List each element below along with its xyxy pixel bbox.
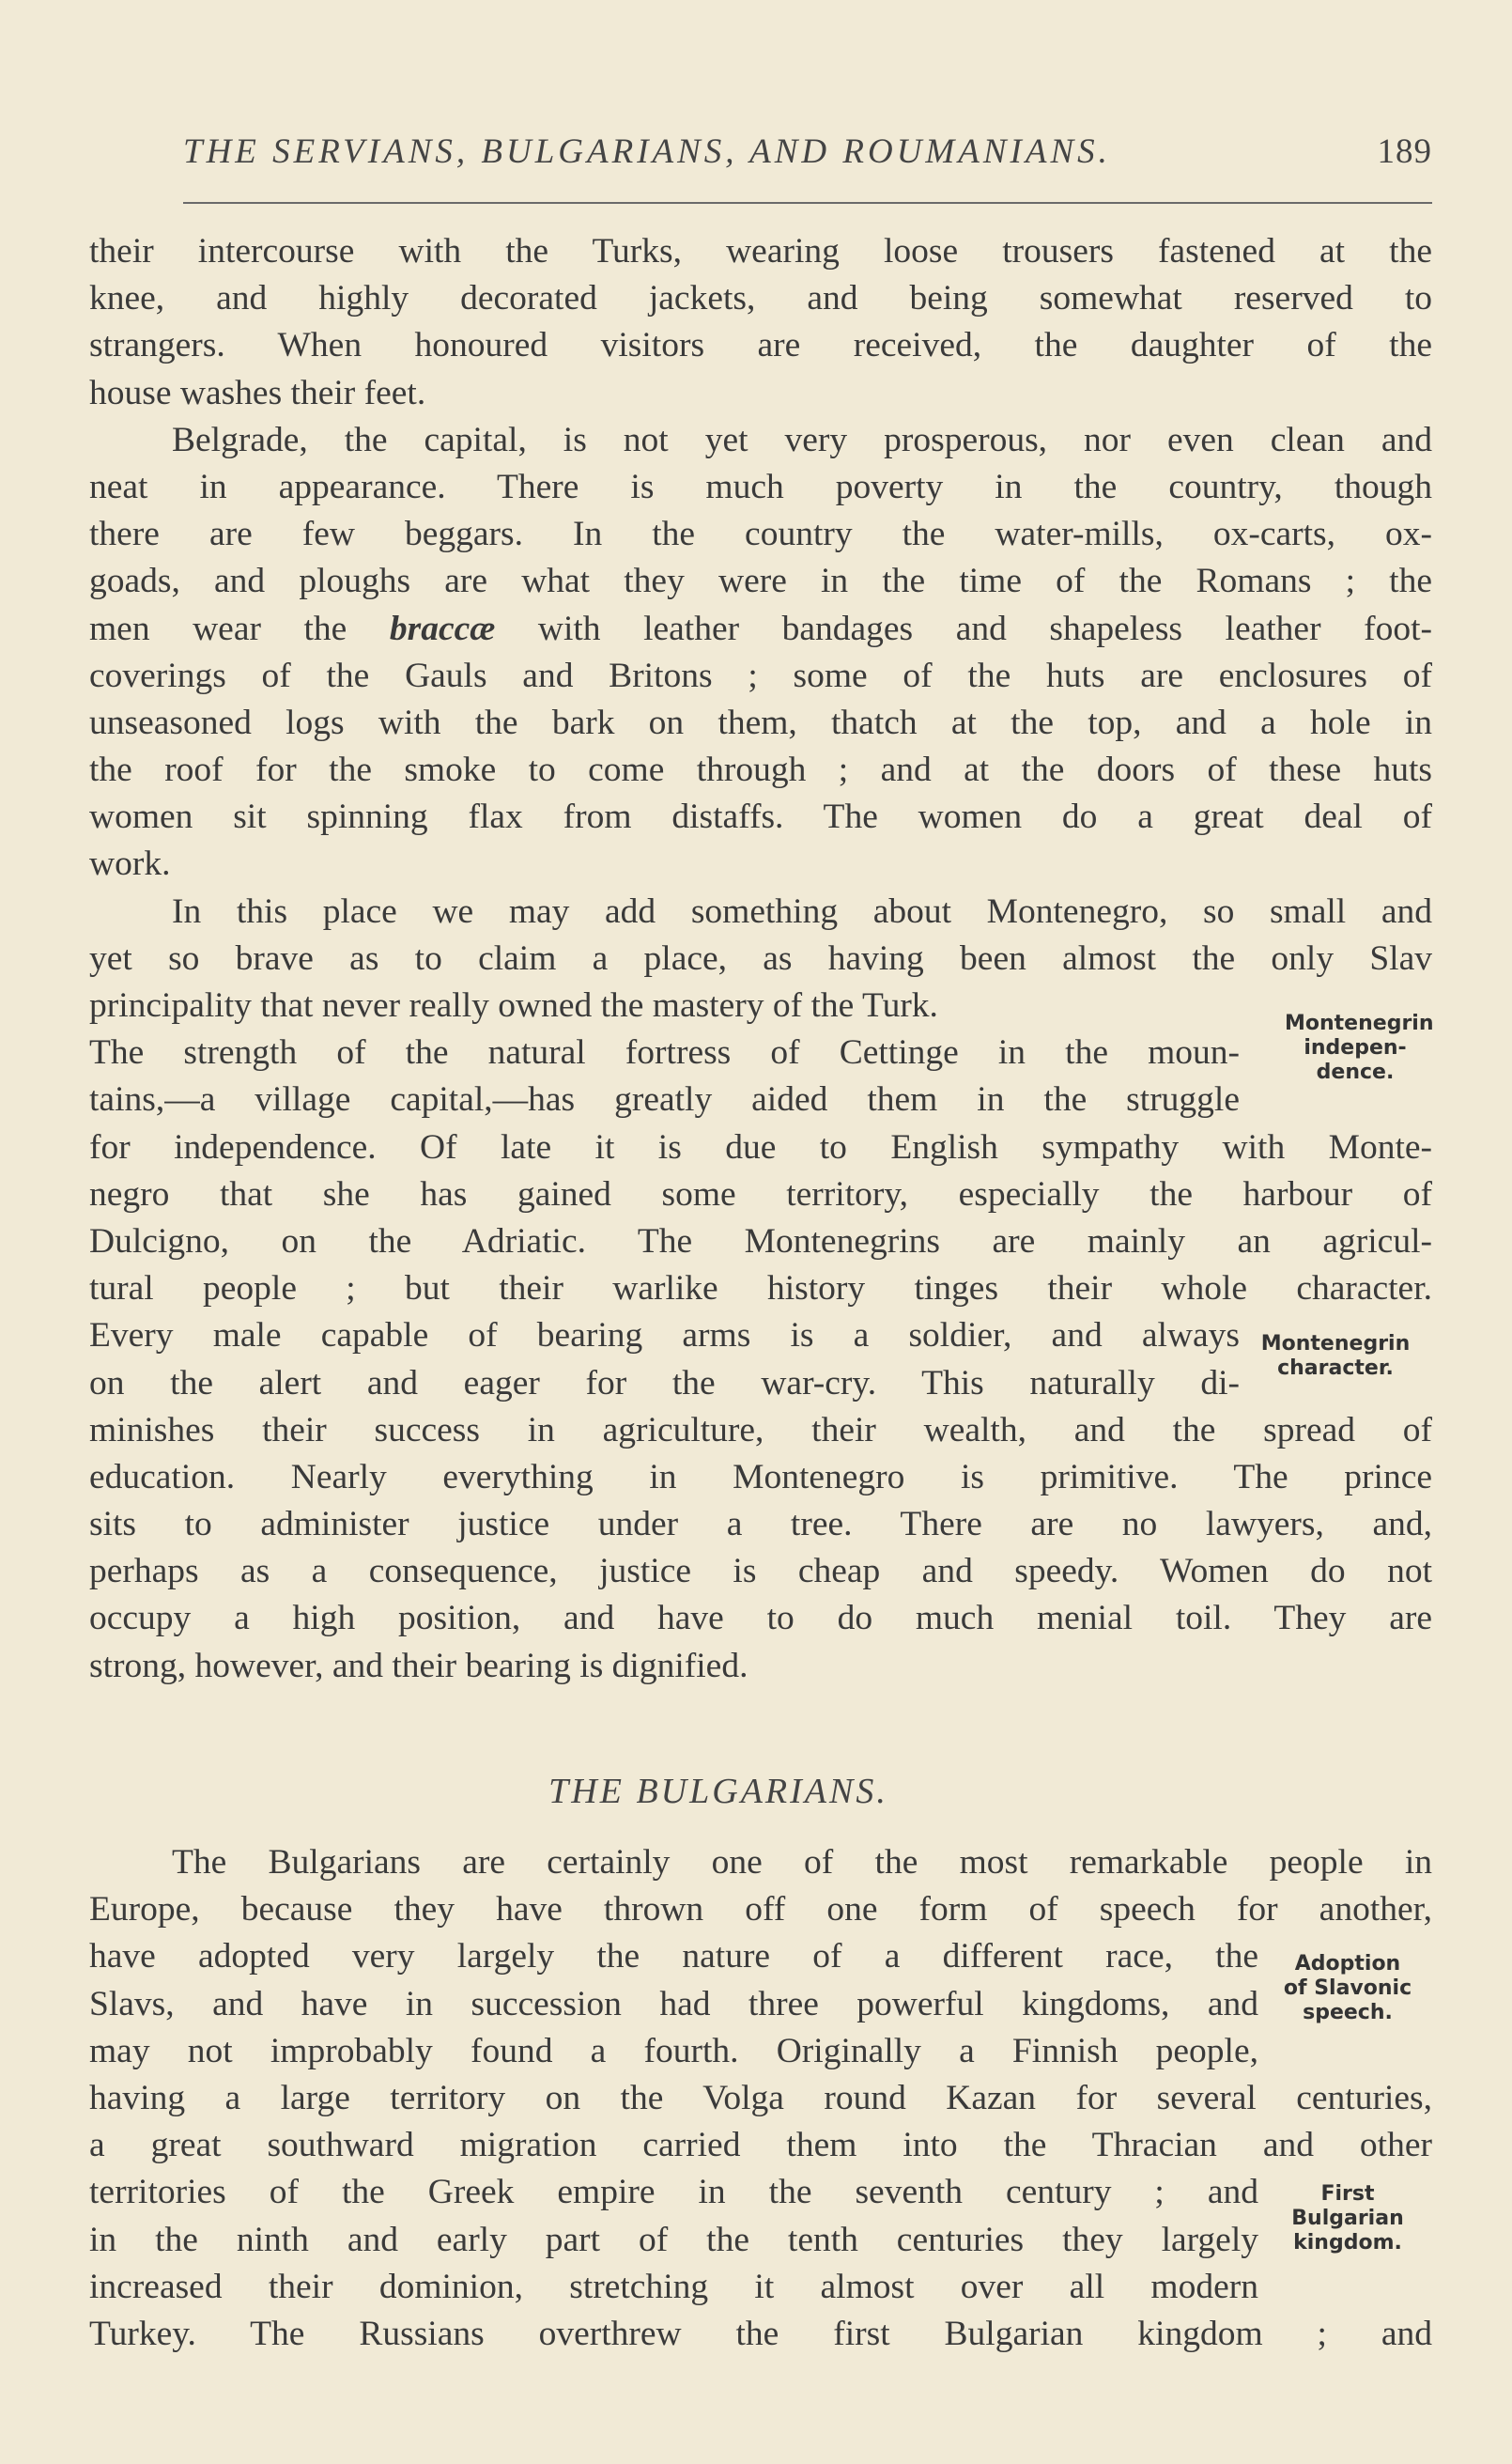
sidenote-adoption-slavonic-speech	[1263, 1952, 1432, 2025]
text-line: on the alert and eager for the war-cry. This naturally di-	[89, 1363, 1240, 1402]
sidenote-line: character.	[1277, 1356, 1394, 1380]
text-line: strong, however, and their bearing is dignified.	[89, 1646, 748, 1685]
text-line: in the ninth and early part of the tenth centuries they largely	[89, 2220, 1258, 2259]
text-line: territories of the Greek empire in the seventh century ; and	[89, 2173, 1258, 2212]
text-fragment: men wear the	[89, 609, 390, 648]
sidenote-line: of Slavonic	[1283, 1976, 1412, 2000]
text-line: goads, and ploughs are what they were in the time of the Romans ; the	[89, 562, 1432, 601]
sidenote-line: dence.	[1316, 1061, 1395, 1084]
text-line: having a large territory on the Volga round Kazan for several centuries,	[89, 2078, 1432, 2117]
text-line: neat in appearance. There is much poverty in the country, though	[89, 467, 1432, 506]
text-line: their intercourse with the Turks, wearing loose trousers fastened at the	[89, 232, 1432, 271]
text-line: Every male capable of bearing arms is a soldier, and always	[89, 1316, 1240, 1356]
text-line: strangers. When honoured visitors are received, the daughter of the	[89, 326, 1432, 365]
text-line: occupy a high position, and have to do much menial toil. They are	[89, 1599, 1432, 1638]
text-line: The strength of the natural fortress of Cettinge in the moun-	[89, 1033, 1240, 1073]
sidenote-montenegrin-independence	[1285, 1012, 1434, 1085]
text-line: Belgrade, the capital, is not yet very prosperous, nor even clean and	[172, 420, 1432, 459]
sidenote-line: Montenegrin	[1285, 1012, 1434, 1035]
sidenote-line: Montenegrin	[1260, 1332, 1411, 1356]
text-line: In this place we may add something about Montenegro, so small and	[172, 891, 1432, 931]
text-line: knee, and highly decorated jackets, and being somewhat reserved to	[89, 279, 1432, 318]
running-head	[183, 132, 1432, 188]
text-line: the roof for the smoke to come through ; and at the doors of these huts	[89, 751, 1432, 790]
text-line: house washes their feet.	[89, 373, 426, 412]
text-line: yet so brave as to claim a place, as having been almost the only Slav	[89, 938, 1432, 978]
latin-term: braccæ	[389, 609, 496, 648]
page-number: 189	[1377, 132, 1432, 171]
text-line: coverings of the Gauls and Britons ; some of the huts are enclosures of	[89, 656, 1432, 695]
text-fragment: with leather bandages and shapeless leather foot-	[495, 609, 1432, 648]
text-line: women sit spinning flax from distaffs. The women do a great deal of	[89, 798, 1432, 837]
text-line: minishes their success in agriculture, their wealth, and the spread of	[89, 1410, 1432, 1449]
text-line: tural people ; but their warlike history tinges their whole character.	[89, 1269, 1432, 1309]
text-line: increased their dominion, stretching it almost over all modern	[89, 2267, 1258, 2306]
text-line: Turkey. The Russians overthrew the first Bulgarian kingdom ; and	[89, 2314, 1432, 2353]
sidenote-montenegrin-character	[1242, 1332, 1429, 1381]
section-title: THE BULGARIANS.	[548, 1772, 888, 1811]
sidenote-line: First	[1320, 2182, 1375, 2206]
sidenote-line: indepen-	[1304, 1036, 1407, 1060]
text-block-lower	[89, 1839, 1432, 2358]
text-line: Dulcigno, on the Adriatic. The Montenegrins are mainly an agricul-	[89, 1221, 1432, 1261]
sidenote-line: kingdom.	[1293, 2231, 1402, 2255]
text-line: have adopted very largely the nature of a different race, the	[89, 1937, 1258, 1976]
text-line: unseasoned logs with the bark on them, thatch at the top, and a hole in	[89, 703, 1432, 742]
text-line: Europe, because they have thrown off one form of speech for another,	[89, 1890, 1432, 1929]
text-line: negro that she has gained some territory, especially the harbour of	[89, 1174, 1432, 1214]
text-line: may not improbably found a fourth. Originally a Finnish people,	[89, 2031, 1258, 2070]
text-line: principality that never really owned the mastery of the Turk.	[89, 986, 938, 1025]
text-line: education. Nearly everything in Montenegro is primitive. The prince	[89, 1457, 1432, 1496]
sidenote-line: speech.	[1303, 2001, 1393, 2024]
text-line: tains,—a village capital,—has greatly aided them in the struggle	[89, 1080, 1240, 1120]
text-line: for independence. Of late it is due to English sympathy with Monte-	[89, 1127, 1432, 1167]
text-line: work.	[89, 845, 171, 884]
text-line: Slavs, and have in succession had three powerful kingdoms, and	[89, 1984, 1258, 2023]
sidenote-line: Bulgarian	[1291, 2207, 1404, 2230]
header-rule	[183, 202, 1432, 204]
running-head-title: THE SERVIANS, BULGARIANS, AND ROUMANIANS.	[183, 132, 1111, 171]
text-line: sits to administer justice under a tree. There are no lawyers, and,	[89, 1505, 1432, 1544]
text-line: The Bulgarians are certainly one of the most remarkable people in	[172, 1843, 1432, 1882]
text-line	[89, 606, 1432, 653]
text-line: perhaps as a consequence, justice is cheap and speedy. Women do not	[89, 1552, 1432, 1591]
text-line: there are few beggars. In the country the water-mills, ox-carts, ox-	[89, 515, 1432, 554]
sidenote-first-bulgarian-kingdom	[1263, 2182, 1432, 2255]
text-block-upper	[89, 228, 1432, 1690]
sidenote-line: Adoption	[1294, 1952, 1401, 1976]
text-line: a great southward migration carried them into the Thracian and other	[89, 2126, 1432, 2165]
